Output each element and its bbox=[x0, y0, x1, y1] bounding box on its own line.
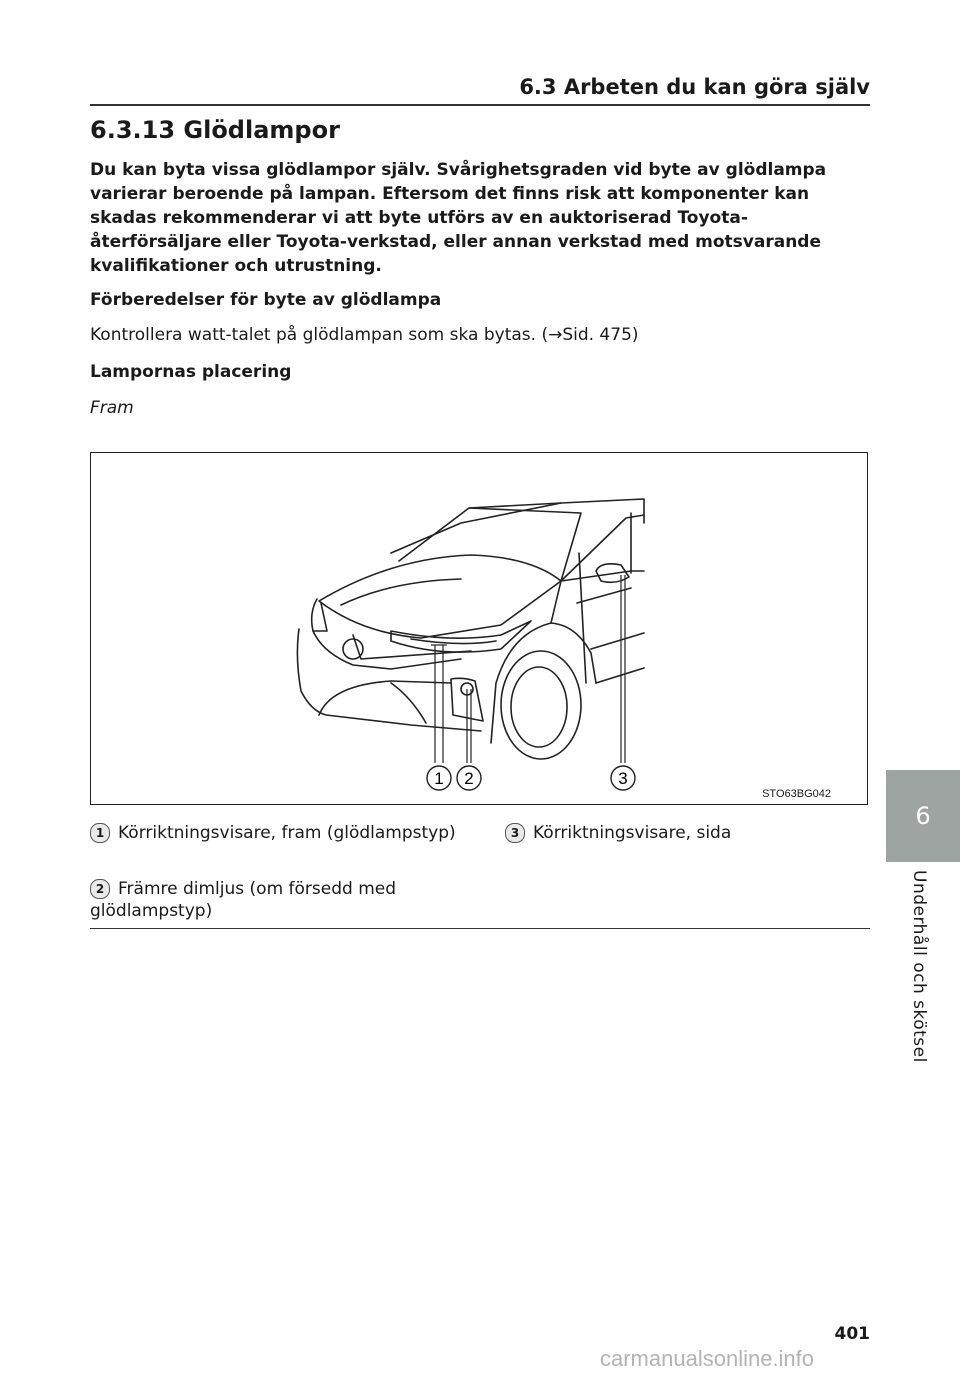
chapter-tab[interactable] bbox=[886, 770, 960, 862]
legend-text-2: Främre dimljus (om försedd med glödlampstyp) bbox=[90, 879, 397, 921]
watermark: carmanualsonline.info bbox=[600, 1346, 815, 1371]
car-drawing bbox=[91, 453, 867, 804]
callout-3: 3 bbox=[618, 769, 628, 788]
figure-code: STO63BG042 bbox=[762, 788, 831, 800]
placement-heading: Lampornas placering bbox=[90, 362, 292, 382]
running-header-title: 6.3 Arbeten du kan göra själv bbox=[519, 75, 870, 99]
prep-heading: Förberedelser för byte av glödlampa bbox=[90, 290, 442, 310]
legend-text-3: Körriktningsvisare, sida bbox=[533, 823, 732, 843]
chapter-number: 6 bbox=[915, 802, 931, 830]
section-title: 6.3.13 Glödlampor bbox=[90, 116, 340, 144]
car-front-illustration bbox=[90, 452, 868, 805]
legend-number-3: 3 bbox=[505, 823, 525, 843]
legend-number-2: 2 bbox=[90, 879, 110, 899]
legend-divider bbox=[90, 928, 870, 929]
legend-text-1: Körriktningsvisare, fram (glödlampstyp) bbox=[118, 823, 456, 843]
legend-item-1 bbox=[90, 822, 470, 844]
legend-number-1: 1 bbox=[90, 823, 110, 843]
page-number: 401 bbox=[834, 1324, 870, 1344]
chapter-label: Underhåll och skötsel bbox=[909, 870, 929, 1063]
placement-sub: Fram bbox=[90, 398, 134, 418]
callout-1: 1 bbox=[434, 769, 444, 788]
callout-2: 2 bbox=[464, 769, 474, 788]
legend-item-3 bbox=[505, 822, 870, 844]
intro-paragraph: Du kan byta vissa glödlampor själv. Svårighetsgraden vid byte av glödlampa varierar beroende på lampan. Eftersom det finns risk att komponenter kan skadas rekommenderar vi att byte utförs av en auktoriserad Toyota-återförsäljare eller Toyota-verkstad, eller annan verkstad med motsvarande kvalifikationer och utrustning. bbox=[90, 160, 827, 276]
prep-text: Kontrollera watt-talet på glödlampan som ska bytas. (→Sid. 475) bbox=[90, 325, 639, 345]
legend-item-2 bbox=[90, 878, 470, 922]
running-header bbox=[90, 70, 870, 106]
